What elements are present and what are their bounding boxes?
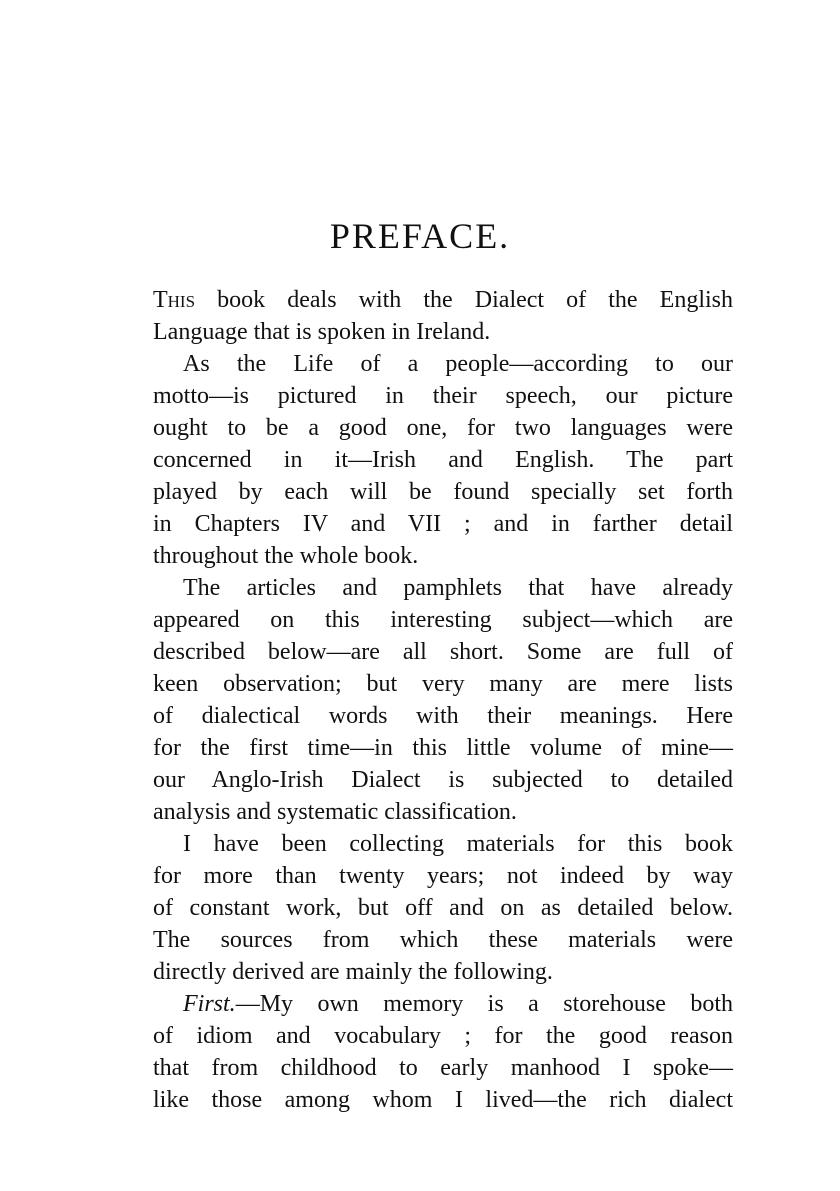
text-line: keen observation; but very many are mere lists bbox=[153, 671, 733, 697]
page-title: PREFACE. bbox=[329, 216, 511, 256]
text-line: our Anglo-Irish Dialect is subjected to detailed bbox=[153, 767, 733, 793]
text-line: As the Life of a people—according to our bbox=[183, 351, 733, 377]
paragraph-3 bbox=[153, 572, 733, 828]
text-line: throughout the whole book. bbox=[153, 543, 419, 569]
text-line: motto—is pictured in their speech, our picture bbox=[153, 383, 733, 409]
preface-body bbox=[153, 284, 733, 1116]
text-line bbox=[153, 988, 733, 1020]
text-line: for the first time—in this little volume of mine— bbox=[153, 735, 733, 761]
text-line: described below—are all short. Some are full of bbox=[153, 639, 733, 665]
paragraph-4 bbox=[153, 828, 733, 988]
text-line: for more than twenty years; not indeed by way bbox=[153, 863, 733, 889]
text-line: like those among whom I lived—the rich dialect bbox=[153, 1087, 733, 1113]
text-line: in Chapters IV and VII ; and in farther detail bbox=[153, 511, 733, 537]
text-line: The articles and pamphlets that have already bbox=[183, 575, 733, 601]
text-line: analysis and systematic classification. bbox=[153, 799, 517, 825]
text-line: directly derived are mainly the following. bbox=[153, 959, 553, 985]
paragraph-2 bbox=[153, 348, 733, 572]
line-text: book deals with the Dialect of the English bbox=[195, 287, 733, 313]
text-line: Language that is spoken in Ireland. bbox=[153, 319, 491, 345]
text-line: of constant work, but off and on as detailed below. bbox=[153, 895, 733, 921]
lead-small-caps: This bbox=[153, 287, 196, 313]
text-line: played by each will be found specially set forth bbox=[153, 479, 733, 505]
text-line: concerned in it—Irish and English. The part bbox=[153, 447, 733, 473]
lead-italic: First. bbox=[183, 991, 236, 1017]
line-text: —My own memory is a storehouse both bbox=[235, 991, 733, 1017]
paragraph-1 bbox=[153, 284, 733, 348]
text-line: of idiom and vocabulary ; for the good reason bbox=[153, 1023, 733, 1049]
text-line: I have been collecting materials for this book bbox=[183, 831, 733, 857]
text-line: of dialectical words with their meanings. Here bbox=[153, 703, 733, 729]
text-line: The sources from which these materials were bbox=[153, 927, 733, 953]
paragraph-5 bbox=[153, 988, 733, 1116]
text-line: ought to be a good one, for two languages were bbox=[153, 415, 733, 441]
text-line: that from childhood to early manhood I spoke— bbox=[153, 1055, 733, 1081]
text-line bbox=[153, 284, 733, 316]
text-line: appeared on this interesting subject—which are bbox=[153, 607, 733, 633]
